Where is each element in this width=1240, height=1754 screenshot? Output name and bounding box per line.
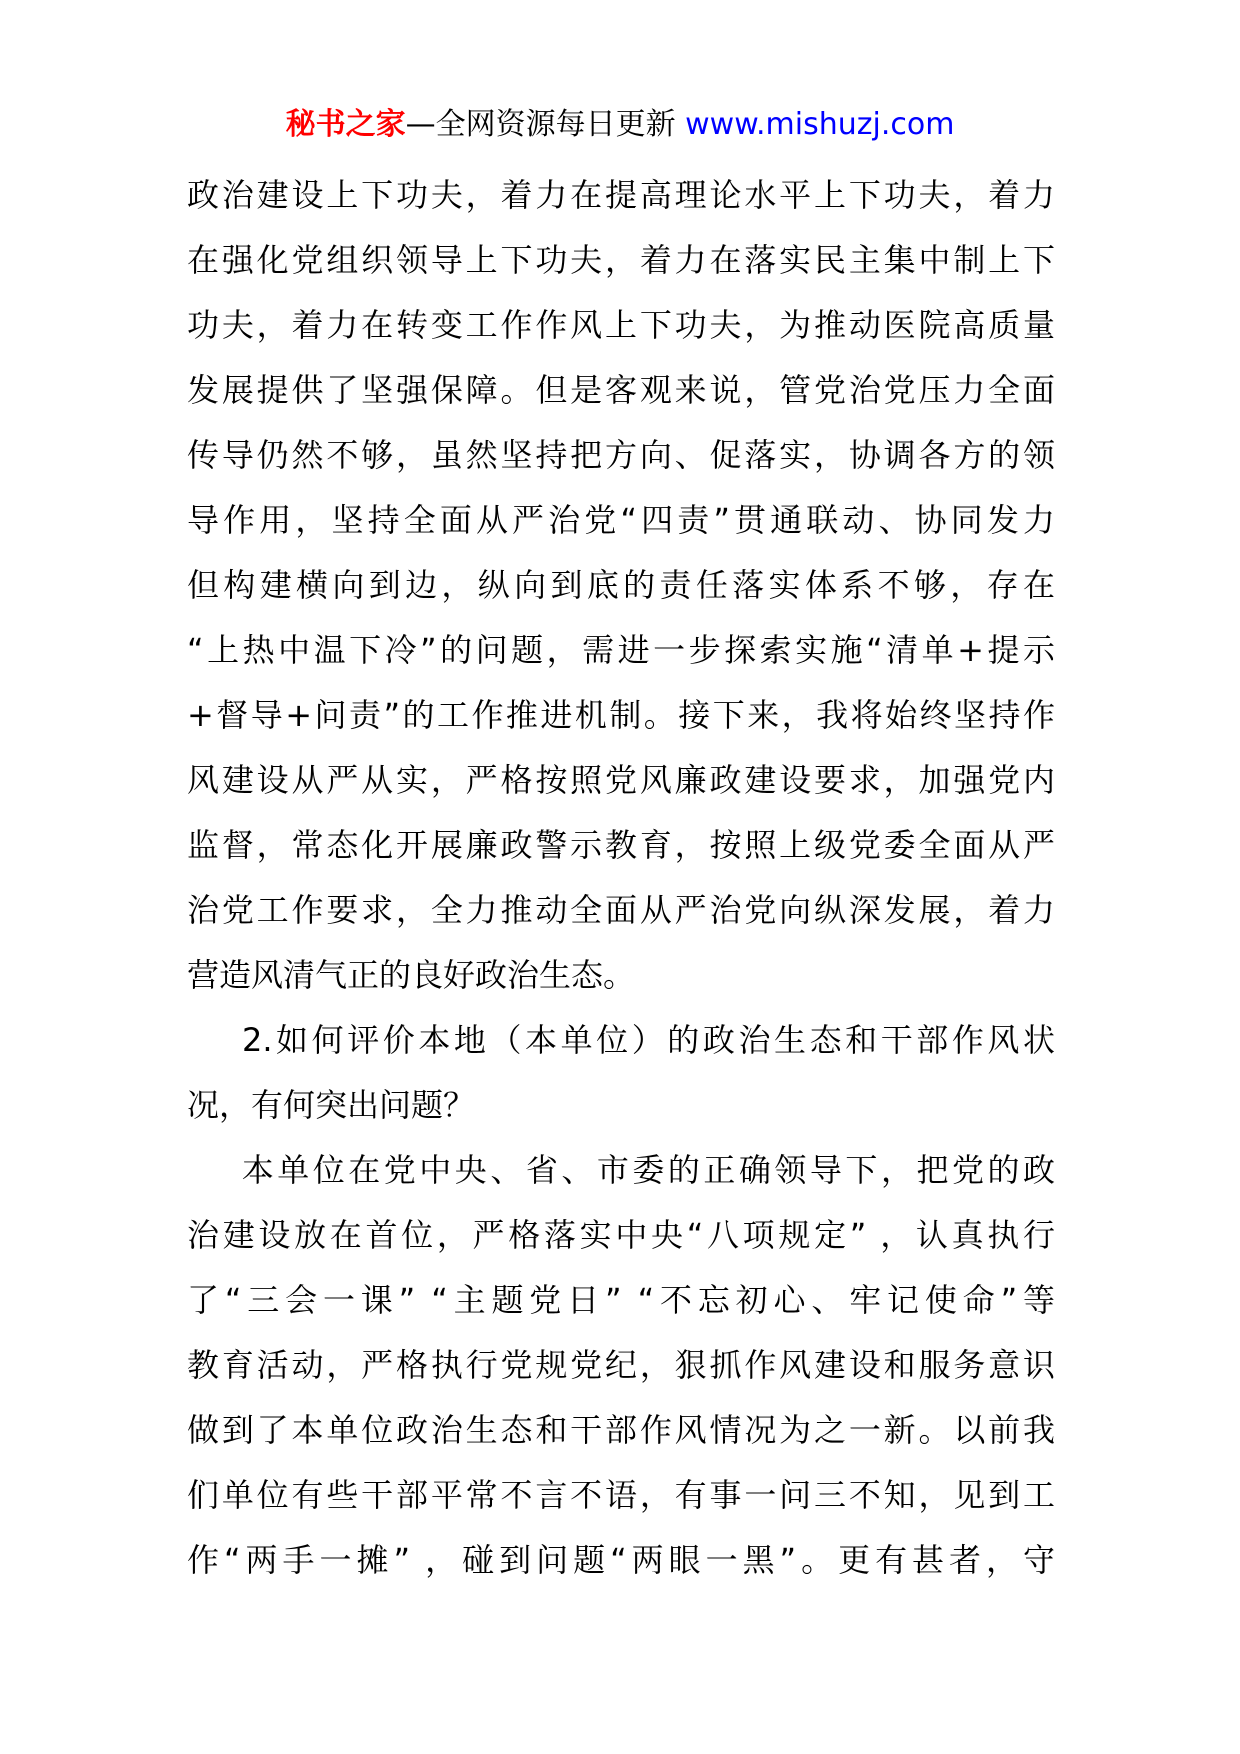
text-line: 营造风清气正的良好政治生态。: [187, 956, 636, 994]
text-line: 做到了本单位政治生态和干部作风情况为之一新。以前我: [187, 1411, 1055, 1449]
text-line: 了“三会一课” “主题党日” “不忘初心、牢记使命”等: [187, 1281, 1055, 1319]
text-line: 治建设放在首位，严格落实中央“八项规定” ，认真执行: [187, 1216, 1055, 1254]
text-line: 风建设从严从实，严格按照党风廉政建设要求，加强党内: [187, 761, 1055, 799]
text-line: 治党工作要求，全力推动全面从严治党向纵深发展，着力: [187, 891, 1055, 929]
text-line: 本单位在党中央、省、市委的正确领导下，把党的政: [187, 1151, 1055, 1189]
site-url-link[interactable]: www.mishuzj.com: [685, 107, 955, 142]
text-line: +督导+问责”的工作推进机制。接下来，我将始终坚持作: [187, 696, 1055, 734]
text-line: 在强化党组织领导上下功夫，着力在落实民主集中制上下: [187, 241, 1055, 279]
text-line: 作“两手一摊” ，碰到问题“两眼一黑”。更有甚者，守: [187, 1541, 1055, 1579]
text-line: 导作用，坚持全面从严治党“四责”贯通联动、协同发力: [187, 501, 1055, 539]
text-line: 传导仍然不够，虽然坚持把方向、促落实，协调各方的领: [187, 436, 1055, 474]
text-line: “上热中温下冷”的问题，需进一步探索实施“清单+提示: [187, 631, 1055, 669]
document-body: [187, 163, 1055, 1593]
question-heading: 2.如何评价本地（本单位）的政治生态和干部作风状: [187, 1021, 1055, 1059]
text-line: 政治建设上下功夫，着力在提高理论水平上下功夫，着力: [187, 176, 1055, 214]
text-line: 教育活动，严格执行党规党纪，狠抓作风建设和服务意识: [187, 1346, 1055, 1384]
brand-name: 秘书之家: [285, 107, 406, 142]
text-line: 监督，常态化开展廉政警示教育，按照上级党委全面从严: [187, 826, 1055, 864]
site-header: [0, 105, 1240, 145]
header-tagline: —全网资源每日更新: [405, 107, 686, 142]
text-line: 功夫，着力在转变工作作风上下功夫，为推动医院高质量: [187, 306, 1055, 344]
text-line: 但构建横向到边，纵向到底的责任落实体系不够，存在: [187, 566, 1055, 604]
text-line: 们单位有些干部平常不言不语，有事一问三不知，见到工: [187, 1476, 1055, 1514]
question-heading-cont: 况，有何突出问题？: [187, 1086, 476, 1124]
text-line: 发展提供了坚强保障。但是客观来说，管党治党压力全面: [187, 371, 1055, 409]
